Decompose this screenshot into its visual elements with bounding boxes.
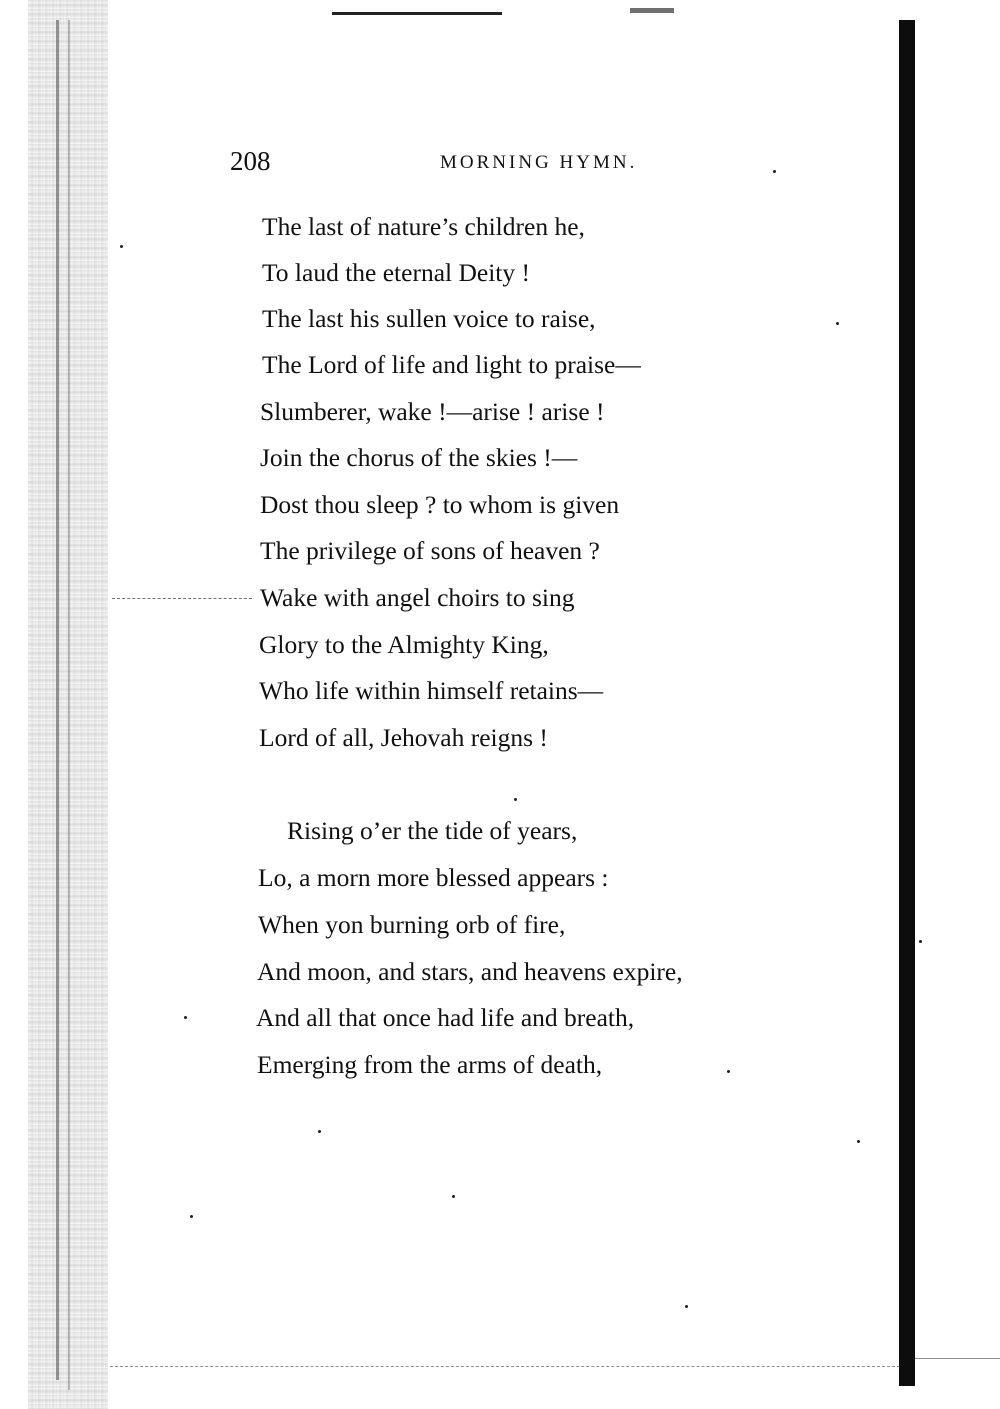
- scan-speck: [727, 1070, 730, 1073]
- page-header: [0, 146, 1000, 182]
- bottom-rule-right: [915, 1358, 1000, 1359]
- scan-speck: [836, 322, 839, 325]
- verse-line: Emerging from the arms of death,: [257, 1050, 603, 1079]
- verse-line: Lord of all, Jehovah reigns !: [259, 723, 548, 752]
- running-title: MORNING HYMN.: [440, 152, 638, 173]
- verse-line: Glory to the Almighty King,: [259, 630, 549, 659]
- verse-line: The last his sullen voice to raise,: [262, 304, 596, 333]
- verse-line: And moon, and stars, and heavens expire,: [257, 957, 683, 986]
- verse-line: The Lord of life and light to praise—: [262, 350, 641, 379]
- scan-speck: [184, 1016, 187, 1019]
- verse-line: Dost thou sleep ? to whom is given: [260, 490, 620, 519]
- verse-line: To laud the eternal Deity !: [262, 258, 530, 287]
- scan-speck: [120, 245, 123, 248]
- scan-speck: [919, 940, 922, 943]
- scan-speck: [190, 1215, 193, 1218]
- verse-line: The last of nature’s children he,: [262, 212, 585, 241]
- top-rule: [332, 12, 502, 15]
- verse-line: Lo, a morn more blessed appears :: [258, 863, 609, 892]
- verse-line: Rising o’er the tide of years,: [287, 816, 578, 845]
- scan-speck: [857, 1140, 860, 1143]
- page-right-edge: [899, 20, 915, 1386]
- verse-line: The privilege of sons of heaven ?: [260, 536, 600, 565]
- verse-line: When yon burning orb of fire,: [258, 910, 566, 939]
- verse-line: And all that once had life and breath,: [256, 1003, 635, 1032]
- scan-speck: [514, 798, 517, 801]
- verse-line: Slumberer, wake !—arise ! arise !: [260, 397, 605, 426]
- scan-speck: [452, 1195, 455, 1198]
- scan-speck: [773, 170, 776, 173]
- verse-line: Who life within himself retains—: [259, 676, 604, 705]
- bottom-rule: [110, 1366, 900, 1368]
- verse-line: Join the chorus of the skies !—: [260, 443, 578, 472]
- gutter-line-secondary: [68, 20, 70, 1390]
- page-number: 208: [230, 146, 271, 176]
- gutter-line: [56, 20, 59, 1380]
- verse-line: Wake with angel choirs to sing: [260, 583, 575, 612]
- scan-speck: [318, 1130, 321, 1133]
- scan-dash: [112, 598, 252, 600]
- scan-speck: [685, 1305, 688, 1308]
- top-mark: [630, 8, 674, 13]
